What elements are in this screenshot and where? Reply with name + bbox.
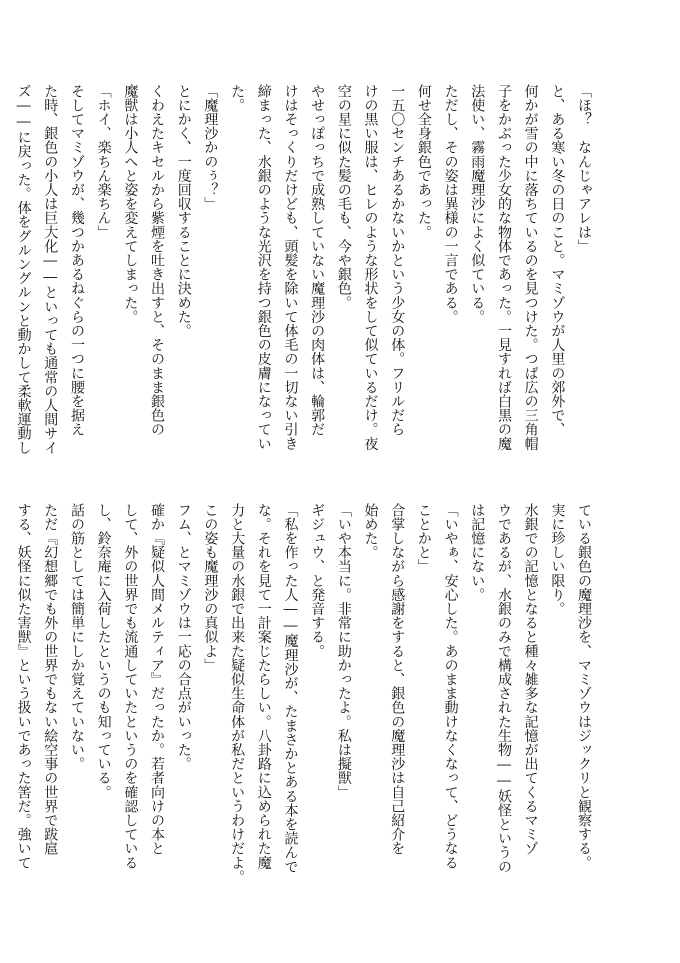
text-line: けの黒い服は、ヒレのような形状をして似ているだけ。夜	[362, 84, 379, 451]
text-line: 水銀での記憶となると種々雑多な記憶が出てくるマミゾ	[522, 503, 539, 856]
text-line: フム、とマミゾウは一応の合点がいった。	[175, 503, 192, 771]
text-line: 何せ全身銀色であった。	[415, 84, 432, 240]
text-line: 「いや本当に。非常に助かったよ。私は擬獣」	[335, 503, 352, 800]
text-line: とにかく、一度回収することに決めた。	[175, 84, 192, 338]
text-line: 力と大量の水銀で出来た疑似生命体が私だというわけだよ。	[229, 503, 246, 884]
text-line: 魔獣は小人へと姿を変えてしまった。	[122, 84, 139, 324]
text-line: ズ――に戻った。体をグルングルンと動かして柔軟運動し	[15, 84, 32, 455]
text-line: くわえたキセルから紫煙を吐き出すと、そのまま銀色の	[149, 84, 165, 437]
text-line: して、外の世界でも流通していたというのを確認している	[122, 503, 139, 870]
text-line: ている銀色の魔理沙を、マミゾウはジックリと観察する。	[576, 503, 592, 870]
text-line: は記憶にない。	[469, 503, 486, 602]
text-line: けはそっくりだけども、頭髪を除いて体毛の一切ない引き	[282, 84, 299, 451]
text-line: 「いやぁ、安心した。あのまま動けなくなって、どうなる	[442, 503, 459, 870]
text-line: 合掌しながら感謝をすると、銀色の魔理沙は自己紹介を	[389, 503, 406, 856]
text-line: 「私を作った人――魔理沙が、たまさかとある本を読んで	[282, 503, 299, 874]
text-line: ただ『幻想郷でも外の世界でもない絵空事の世界で跋扈	[42, 503, 59, 856]
text-line: 子をかぶった少女的な物体であった。一見すれば白黒の魔	[495, 84, 512, 451]
text-line: この姿も魔理沙の真似よ」	[202, 503, 219, 673]
text-line: 締まった、水銀のような光沢を持つ銀色の皮膚になってい	[255, 84, 272, 451]
text-line: 始めた。	[362, 503, 379, 560]
text-line: やせっぽっちで成熟していない魔理沙の肉体は、輪郭だ	[309, 84, 326, 437]
text-line: 何かが雪の中に落ちているのを見つけた。つば広の三角帽	[522, 84, 539, 451]
text-line: ウであるが、水銀のみで構成された生物――妖怪というの	[495, 503, 512, 874]
text-line: と、ある寒い冬の日のこと。マミゾウが人里の郊外で、	[549, 84, 566, 437]
text-line: そしてマミゾウが、幾つかあるねぐらの一つに腰を据え	[68, 84, 85, 437]
text-line: た。	[229, 84, 246, 113]
text-line: 確か『疑似人間メルティア』だったか。若者向けの本と	[149, 503, 165, 856]
text-line: な。それを見て一計案じたらしい。八卦路に込められた魔	[255, 503, 272, 870]
lower-text-block	[7, 503, 594, 907]
text-line: た時、銀色の小人は巨大化――といっても通常の人間サイ	[42, 84, 59, 455]
text-line: 空の星に似た髪の毛も、今や銀色。	[335, 84, 352, 310]
text-line: 法使い、霧雨魔理沙によく似ている。	[469, 84, 486, 324]
text-line: 「ホイ、楽ちん楽ちん」	[95, 84, 112, 240]
text-line: する、妖怪に似た害獣』という扱いであった筈だ。強いて	[15, 503, 32, 870]
text-line: 話の筋としては簡単にしか覚えていない。	[68, 503, 85, 771]
text-line: ただし、その姿は異様の一言である。	[442, 84, 459, 324]
text-line: 「ほ？ なんじゃアレは」	[576, 84, 592, 254]
text-line: 「魔理沙かのぅ？」	[202, 84, 219, 211]
text-line: ことかと」	[415, 503, 432, 574]
text-line: し、鈴奈庵に入荷したというのも知っている。	[95, 503, 112, 800]
text-line: 一五〇センチあるかないかという少女の体。フリルだら	[389, 84, 406, 437]
text-line: 実に珍しい限り。	[549, 503, 566, 616]
upper-text-block	[7, 84, 594, 488]
text-line: ギジュウ、と発音する。	[309, 503, 326, 659]
